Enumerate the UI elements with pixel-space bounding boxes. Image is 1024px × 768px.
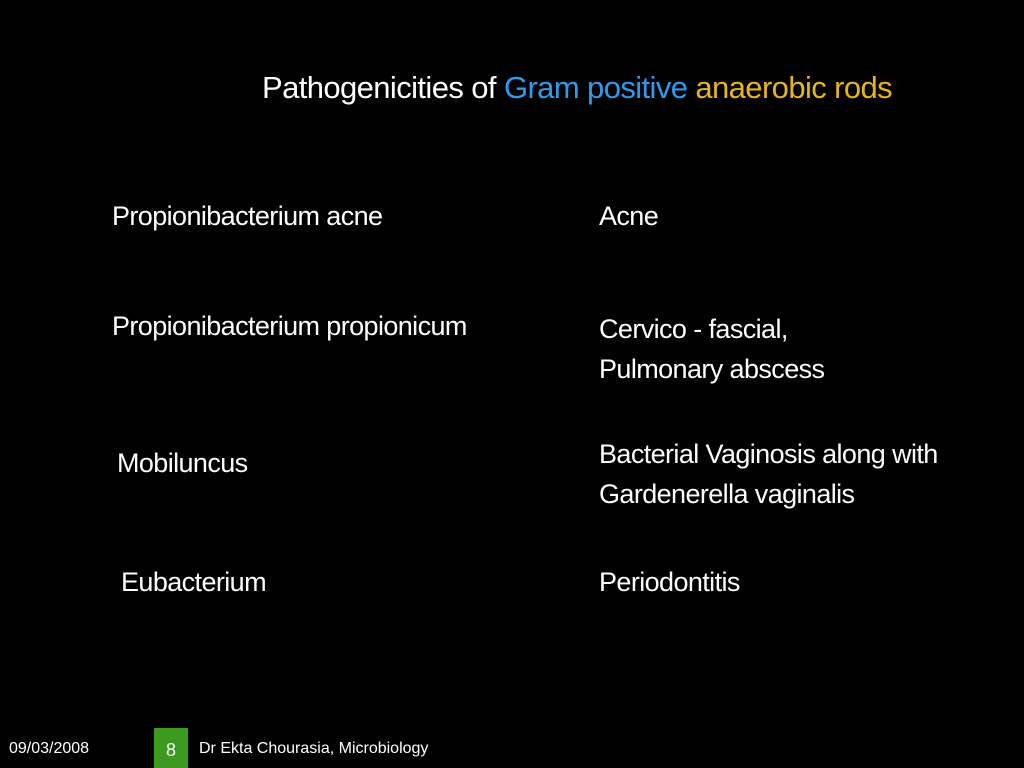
disease-cervico-fascial	[599, 309, 824, 389]
disease-line: Acne	[599, 201, 659, 231]
organism-propionibacterium-propionicum: Propionibacterium propionicum	[112, 311, 467, 341]
slide-number-badge: 8	[154, 728, 188, 768]
organism-propionibacterium-acne: Propionibacterium acne	[112, 201, 383, 231]
disease-line: Pulmonary abscess	[599, 354, 825, 384]
disease-line: Gardenerella vaginalis	[599, 479, 855, 509]
slide-title	[262, 70, 892, 106]
disease-periodontitis	[599, 562, 740, 602]
title-text-anaerobic-rods: anaerobic rods	[687, 70, 893, 105]
disease-line: Bacterial Vaginosis along with	[599, 439, 938, 469]
disease-acne	[599, 196, 658, 236]
organism-mobiluncus: Mobiluncus	[117, 448, 248, 478]
disease-bacterial-vaginosis	[599, 434, 938, 514]
disease-line: Cervico - fascial,	[599, 314, 788, 344]
footer-author: Dr Ekta Chourasia, Microbiology	[199, 740, 429, 757]
organism-eubacterium: Eubacterium	[121, 567, 266, 597]
footer-date: 09/03/2008	[9, 740, 90, 757]
title-text-plain: Pathogenicities of	[262, 70, 504, 105]
disease-line: Periodontitis	[599, 567, 740, 597]
title-text-gram-positive: Gram positive	[503, 70, 688, 105]
